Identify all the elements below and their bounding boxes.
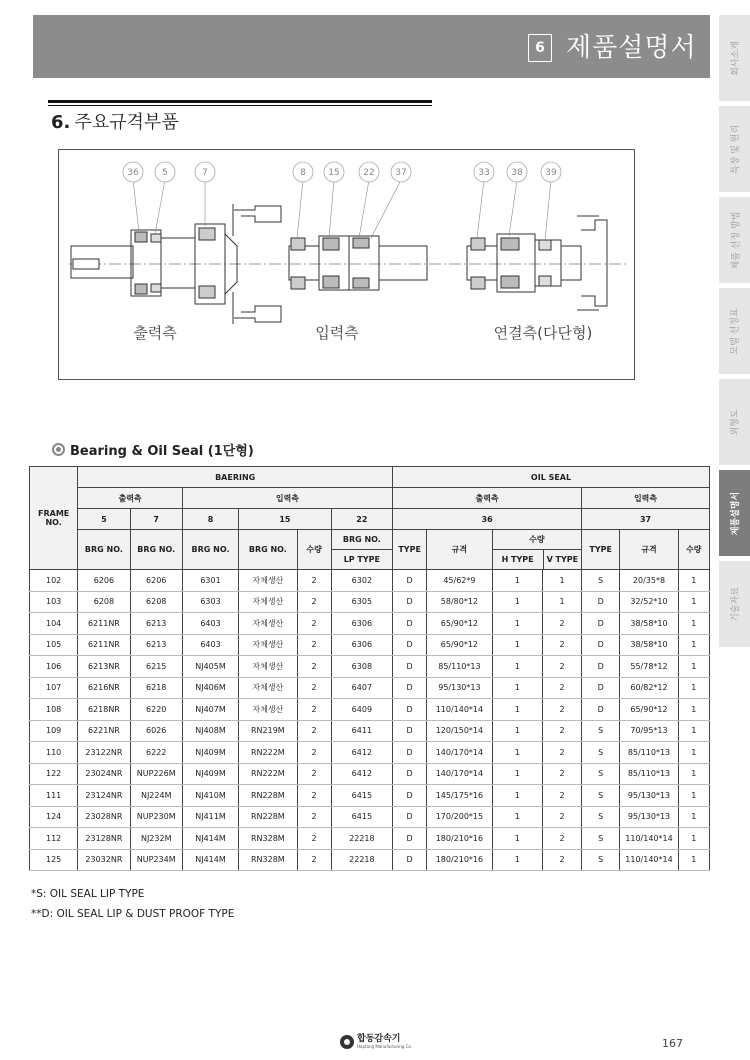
part-label: 39 xyxy=(545,168,557,178)
part-22-header: 22 xyxy=(331,509,392,530)
table-cell: 1 xyxy=(678,720,709,742)
table-row xyxy=(30,806,710,828)
part-label: 37 xyxy=(395,168,407,178)
table-cell: RN219M xyxy=(239,720,297,742)
table-cell: 자체생산 xyxy=(239,699,297,721)
part-5-header: 5 xyxy=(78,509,130,530)
table-row xyxy=(30,677,710,699)
side-tab-company[interactable]: 회사소개 xyxy=(719,15,750,101)
frame-header: FRAME NO. xyxy=(30,467,78,570)
table-cell: 6026 xyxy=(130,720,182,742)
side-tab-outline[interactable]: 외형도 xyxy=(719,379,750,465)
table-cell: 1 xyxy=(678,806,709,828)
table-cell: 23128NR xyxy=(78,828,130,850)
table-cell: 2 xyxy=(297,613,331,635)
table-cell: 124 xyxy=(30,806,78,828)
qty-header: 수량 xyxy=(297,530,331,570)
table-cell: 110/140*14 xyxy=(620,849,678,871)
table-cell: 1 xyxy=(492,763,542,785)
table-row xyxy=(30,742,710,764)
table-cell: 6306 xyxy=(331,613,392,635)
company-sub: Haptong Manufacturing Co. xyxy=(357,1044,413,1049)
table-cell: 1 xyxy=(678,634,709,656)
table-cell: 180/210*16 xyxy=(427,828,492,850)
table-cell: 6415 xyxy=(331,785,392,807)
table-cell: 140/170*14 xyxy=(427,742,492,764)
side-tab-model-table[interactable]: 모델 선정표 xyxy=(719,288,750,374)
notes xyxy=(31,884,234,924)
table-cell: 6215 xyxy=(130,656,182,678)
table-cell: 65/90*12 xyxy=(427,613,492,635)
part-label: 15 xyxy=(328,168,340,178)
table-cell: 1 xyxy=(492,591,542,613)
table-cell: D xyxy=(393,806,427,828)
table-cell: 1 xyxy=(492,677,542,699)
table-cell: 70/95*13 xyxy=(620,720,678,742)
table-body xyxy=(30,570,710,871)
table-cell: 2 xyxy=(297,720,331,742)
table-cell: 자체생산 xyxy=(239,634,297,656)
table-row xyxy=(30,763,710,785)
bearing-output-header: 출력측 xyxy=(78,488,183,509)
side-tab-product-manual[interactable]: 제품설명서 xyxy=(719,470,750,556)
qty-header: 수량 xyxy=(678,530,709,570)
table-cell: 2 xyxy=(297,591,331,613)
table-row xyxy=(30,570,710,592)
side-tab-features[interactable]: 특장 및 원리 xyxy=(719,106,750,192)
table-cell: D xyxy=(393,613,427,635)
table-cell: 2 xyxy=(297,849,331,871)
table-cell: 2 xyxy=(542,806,581,828)
table-cell: 2 xyxy=(542,828,581,850)
table-cell: 2 xyxy=(542,699,581,721)
table-cell: 자체생산 xyxy=(239,677,297,699)
table-cell: 6303 xyxy=(182,591,238,613)
table-cell: 122 xyxy=(30,763,78,785)
table-cell: S xyxy=(582,849,620,871)
table-cell: D xyxy=(582,613,620,635)
table-cell: 6306 xyxy=(331,634,392,656)
table-cell: NJ409M xyxy=(182,763,238,785)
table-cell: NJ407M xyxy=(182,699,238,721)
table-cell: 23122NR xyxy=(78,742,130,764)
table-cell: D xyxy=(393,591,427,613)
chapter-number: 6 xyxy=(528,34,552,62)
table-cell: 1 xyxy=(678,677,709,699)
table-cell: 2 xyxy=(542,613,581,635)
table-row xyxy=(30,656,710,678)
table-cell: D xyxy=(393,699,427,721)
table-cell: 6407 xyxy=(331,677,392,699)
table-cell: 1 xyxy=(492,742,542,764)
table-cell: 1 xyxy=(492,806,542,828)
table-cell: 120/150*14 xyxy=(427,720,492,742)
part-37-header: 37 xyxy=(582,509,710,530)
table-cell: S xyxy=(582,806,620,828)
seal-output-header: 출력측 xyxy=(393,488,582,509)
table-cell: 6213 xyxy=(130,613,182,635)
table-cell: 1 xyxy=(492,656,542,678)
table-cell: 2 xyxy=(297,763,331,785)
table-cell: 55/78*12 xyxy=(620,656,678,678)
table-cell: 23032NR xyxy=(78,849,130,871)
title-rule xyxy=(48,100,432,103)
table-cell: NJ405M xyxy=(182,656,238,678)
table-cell: 102 xyxy=(30,570,78,592)
table-cell: 6213 xyxy=(130,634,182,656)
table-cell: 6213NR xyxy=(78,656,130,678)
table-cell: 1 xyxy=(492,634,542,656)
title-rule-thin xyxy=(48,105,432,106)
part-label: 7 xyxy=(202,168,208,178)
oil-seal-header: OIL SEAL xyxy=(393,467,710,488)
table-cell: 2 xyxy=(297,634,331,656)
table-cell: 1 xyxy=(678,570,709,592)
table-cell: 1 xyxy=(492,720,542,742)
table-cell: D xyxy=(393,849,427,871)
table-cell: NJ232M xyxy=(130,828,182,850)
table-row xyxy=(30,591,710,613)
table-cell: 2 xyxy=(297,806,331,828)
table-cell: D xyxy=(393,634,427,656)
table-cell: 112 xyxy=(30,828,78,850)
table-cell: 6409 xyxy=(331,699,392,721)
part-7-header: 7 xyxy=(130,509,182,530)
table-cell: 6403 xyxy=(182,613,238,635)
spec-header: 규격 xyxy=(427,530,492,570)
spec-header: 규격 xyxy=(620,530,678,570)
part-label: 8 xyxy=(300,168,306,178)
brg-no-header: BRG NO. xyxy=(239,530,297,570)
table-cell: RN222M xyxy=(239,763,297,785)
table-cell: 110 xyxy=(30,742,78,764)
company-logo xyxy=(340,1034,412,1049)
part-label: 5 xyxy=(162,168,168,178)
table-cell: 1 xyxy=(492,828,542,850)
side-tab-tech-data[interactable]: 기술자료 xyxy=(719,561,750,647)
table-cell: RN328M xyxy=(239,849,297,871)
table-cell: 58/80*12 xyxy=(427,591,492,613)
table-cell: S xyxy=(582,785,620,807)
table-cell: 6218 xyxy=(130,677,182,699)
table-cell: 6211NR xyxy=(78,634,130,656)
table-cell: S xyxy=(582,828,620,850)
table-cell: 2 xyxy=(542,763,581,785)
table-cell: 2 xyxy=(297,656,331,678)
bullet-icon xyxy=(52,443,65,456)
table-cell: RN222M xyxy=(239,742,297,764)
table-cell: 22218 xyxy=(331,849,392,871)
part-36-header: 36 xyxy=(393,509,582,530)
seal-input-header: 입력측 xyxy=(582,488,710,509)
brg-no-header: BRG NO. xyxy=(130,530,182,570)
table-cell: 6302 xyxy=(331,570,392,592)
table-cell: 85/110*13 xyxy=(620,742,678,764)
table-cell: 140/170*14 xyxy=(427,763,492,785)
table-cell: 2 xyxy=(297,828,331,850)
table-cell: 자체생산 xyxy=(239,656,297,678)
table-cell: NJ408M xyxy=(182,720,238,742)
table-cell: D xyxy=(393,785,427,807)
table-cell: 1 xyxy=(678,828,709,850)
table-cell: 6412 xyxy=(331,763,392,785)
table-cell: 23024NR xyxy=(78,763,130,785)
table-cell: 6211NR xyxy=(78,613,130,635)
type-header: TYPE xyxy=(393,530,427,570)
table-cell: S xyxy=(582,763,620,785)
assembly-diagram xyxy=(58,149,635,380)
part-label: 38 xyxy=(511,168,523,178)
section-title xyxy=(51,108,179,134)
output-side-label: 출력측 xyxy=(133,324,177,342)
table-cell: 자체생산 xyxy=(239,591,297,613)
input-side-label: 입력측 xyxy=(315,324,359,342)
bearing-input-header: 입력측 xyxy=(182,488,392,509)
table-cell: NUP226M xyxy=(130,763,182,785)
table-cell: 85/110*13 xyxy=(427,656,492,678)
table-cell: 110/140*14 xyxy=(427,699,492,721)
table-cell: 20/35*8 xyxy=(620,570,678,592)
table-cell: 2 xyxy=(297,570,331,592)
table-cell: 22218 xyxy=(331,828,392,850)
note-s: *S: OIL SEAL LIP TYPE xyxy=(31,888,145,900)
table-cell: 6220 xyxy=(130,699,182,721)
table-cell: D xyxy=(393,720,427,742)
table-cell: NJ410M xyxy=(182,785,238,807)
table-cell: 6216NR xyxy=(78,677,130,699)
table-row xyxy=(30,785,710,807)
table-cell: 106 xyxy=(30,656,78,678)
company-name: 합동감속기 xyxy=(357,1034,401,1044)
table-row xyxy=(30,828,710,850)
table-cell: 1 xyxy=(678,742,709,764)
table-cell: 6208 xyxy=(78,591,130,613)
table-cell: D xyxy=(393,742,427,764)
table-cell: 2 xyxy=(542,656,581,678)
table-cell: 108 xyxy=(30,699,78,721)
table-cell: 104 xyxy=(30,613,78,635)
table-cell: NJ406M xyxy=(182,677,238,699)
part-label: 36 xyxy=(127,168,139,178)
table-cell: NJ414M xyxy=(182,849,238,871)
table-cell: D xyxy=(393,677,427,699)
part-label: 33 xyxy=(478,168,490,178)
section-title-text: 주요규격부품 xyxy=(74,112,179,133)
table-cell: 23028NR xyxy=(78,806,130,828)
table-cell: D xyxy=(582,677,620,699)
table-cell: 170/200*15 xyxy=(427,806,492,828)
table-cell: 38/58*10 xyxy=(620,613,678,635)
table-cell: 65/90*12 xyxy=(620,699,678,721)
table-row xyxy=(30,613,710,635)
part-8-header: 8 xyxy=(182,509,238,530)
table-cell: D xyxy=(393,763,427,785)
section-number: 6. xyxy=(51,112,71,133)
table-cell: S xyxy=(582,742,620,764)
table-cell: D xyxy=(393,828,427,850)
table-cell: 6206 xyxy=(78,570,130,592)
table-cell: 125 xyxy=(30,849,78,871)
table-row xyxy=(30,720,710,742)
table-cell: 1 xyxy=(492,570,542,592)
bearing-oil-seal-table xyxy=(29,466,710,871)
table-cell: 1 xyxy=(492,849,542,871)
table-cell: 111 xyxy=(30,785,78,807)
table-cell: 107 xyxy=(30,677,78,699)
brg-lp-header: BRG NO. LP TYPE xyxy=(331,530,392,570)
table-cell: NUP234M xyxy=(130,849,182,871)
table-cell: 6206 xyxy=(130,570,182,592)
gear-logo-icon xyxy=(340,1035,354,1049)
table-cell: 2 xyxy=(542,785,581,807)
table-cell: 23124NR xyxy=(78,785,130,807)
table-cell: 95/130*13 xyxy=(427,677,492,699)
table-cell: 6412 xyxy=(331,742,392,764)
table-cell: D xyxy=(393,570,427,592)
assembly-drawing xyxy=(59,150,634,379)
table-cell: NJ409M xyxy=(182,742,238,764)
table-cell: D xyxy=(582,656,620,678)
table-cell: 2 xyxy=(297,677,331,699)
qty-type-header: 수량 H TYPE V TYPE xyxy=(492,530,582,570)
table-cell: 6305 xyxy=(331,591,392,613)
table-cell: 1 xyxy=(542,570,581,592)
table-cell: 32/52*10 xyxy=(620,591,678,613)
table-cell: 1 xyxy=(492,613,542,635)
table-cell: 1 xyxy=(492,699,542,721)
page-number: 167 xyxy=(662,1037,683,1050)
table-cell: 1 xyxy=(678,656,709,678)
table-cell: 1 xyxy=(678,849,709,871)
table-cell: D xyxy=(582,591,620,613)
table-cell: 2 xyxy=(542,677,581,699)
table-cell: RN328M xyxy=(239,828,297,850)
table-cell: 6218NR xyxy=(78,699,130,721)
table-cell: 6415 xyxy=(331,806,392,828)
table-cell: 95/130*13 xyxy=(620,806,678,828)
table-cell: D xyxy=(393,656,427,678)
note-d: **D: OIL SEAL LIP & DUST PROOF TYPE xyxy=(31,908,235,920)
table-cell: 6222 xyxy=(130,742,182,764)
table-cell: NUP230M xyxy=(130,806,182,828)
table-cell: 자체생산 xyxy=(239,613,297,635)
table-cell: 1 xyxy=(678,699,709,721)
table-cell: 6221NR xyxy=(78,720,130,742)
table-cell: 1 xyxy=(678,763,709,785)
table-cell: 2 xyxy=(542,849,581,871)
brg-no-header: BRG NO. xyxy=(182,530,238,570)
table-cell: NJ411M xyxy=(182,806,238,828)
table-cell: 103 xyxy=(30,591,78,613)
side-tabs xyxy=(719,15,750,652)
table-row xyxy=(30,634,710,656)
table-cell: RN228M xyxy=(239,806,297,828)
table-row xyxy=(30,849,710,871)
table-cell: 6403 xyxy=(182,634,238,656)
type-header: TYPE xyxy=(582,530,620,570)
table-cell: 6301 xyxy=(182,570,238,592)
table-cell: 6308 xyxy=(331,656,392,678)
table-cell: D xyxy=(582,634,620,656)
table-cell: 2 xyxy=(297,785,331,807)
table-cell: 2 xyxy=(297,742,331,764)
table-cell: 2 xyxy=(297,699,331,721)
table-cell: 1 xyxy=(542,591,581,613)
table-cell: 6411 xyxy=(331,720,392,742)
table-cell: 60/82*12 xyxy=(620,677,678,699)
table-cell: 45/62*9 xyxy=(427,570,492,592)
table-cell: 38/58*10 xyxy=(620,634,678,656)
part-label: 22 xyxy=(363,168,375,178)
table-cell: 2 xyxy=(542,742,581,764)
chapter-title: 제품설명서 xyxy=(566,33,697,63)
table-cell: 105 xyxy=(30,634,78,656)
table-cell: 95/130*13 xyxy=(620,785,678,807)
table-cell: NJ224M xyxy=(130,785,182,807)
table-cell: RN228M xyxy=(239,785,297,807)
table-cell: 109 xyxy=(30,720,78,742)
table-cell: 2 xyxy=(542,634,581,656)
table-cell: 1 xyxy=(678,613,709,635)
baering-header: BAERING xyxy=(78,467,393,488)
table-cell: 1 xyxy=(492,785,542,807)
table-cell: S xyxy=(582,570,620,592)
subsection-title: Bearing & Oil Seal (1단형) xyxy=(70,444,254,459)
table-row xyxy=(30,699,710,721)
table-cell: 자체생산 xyxy=(239,570,297,592)
table-cell: D xyxy=(582,699,620,721)
table-cell: 6208 xyxy=(130,591,182,613)
table-cell: S xyxy=(582,720,620,742)
table-cell: 145/175*16 xyxy=(427,785,492,807)
side-tab-selection[interactable]: 제품 선정 방법 xyxy=(719,197,750,283)
table-cell: 110/140*14 xyxy=(620,828,678,850)
brg-no-header: BRG NO. xyxy=(78,530,130,570)
table-cell: 65/90*12 xyxy=(427,634,492,656)
table-cell: 1 xyxy=(678,591,709,613)
part-15-header: 15 xyxy=(239,509,332,530)
table-cell: 85/110*13 xyxy=(620,763,678,785)
table-cell: NJ414M xyxy=(182,828,238,850)
connection-side-label: 연결측(다단형) xyxy=(493,324,593,342)
table-cell: 180/210*16 xyxy=(427,849,492,871)
table-cell: 2 xyxy=(542,720,581,742)
table-cell: 1 xyxy=(678,785,709,807)
